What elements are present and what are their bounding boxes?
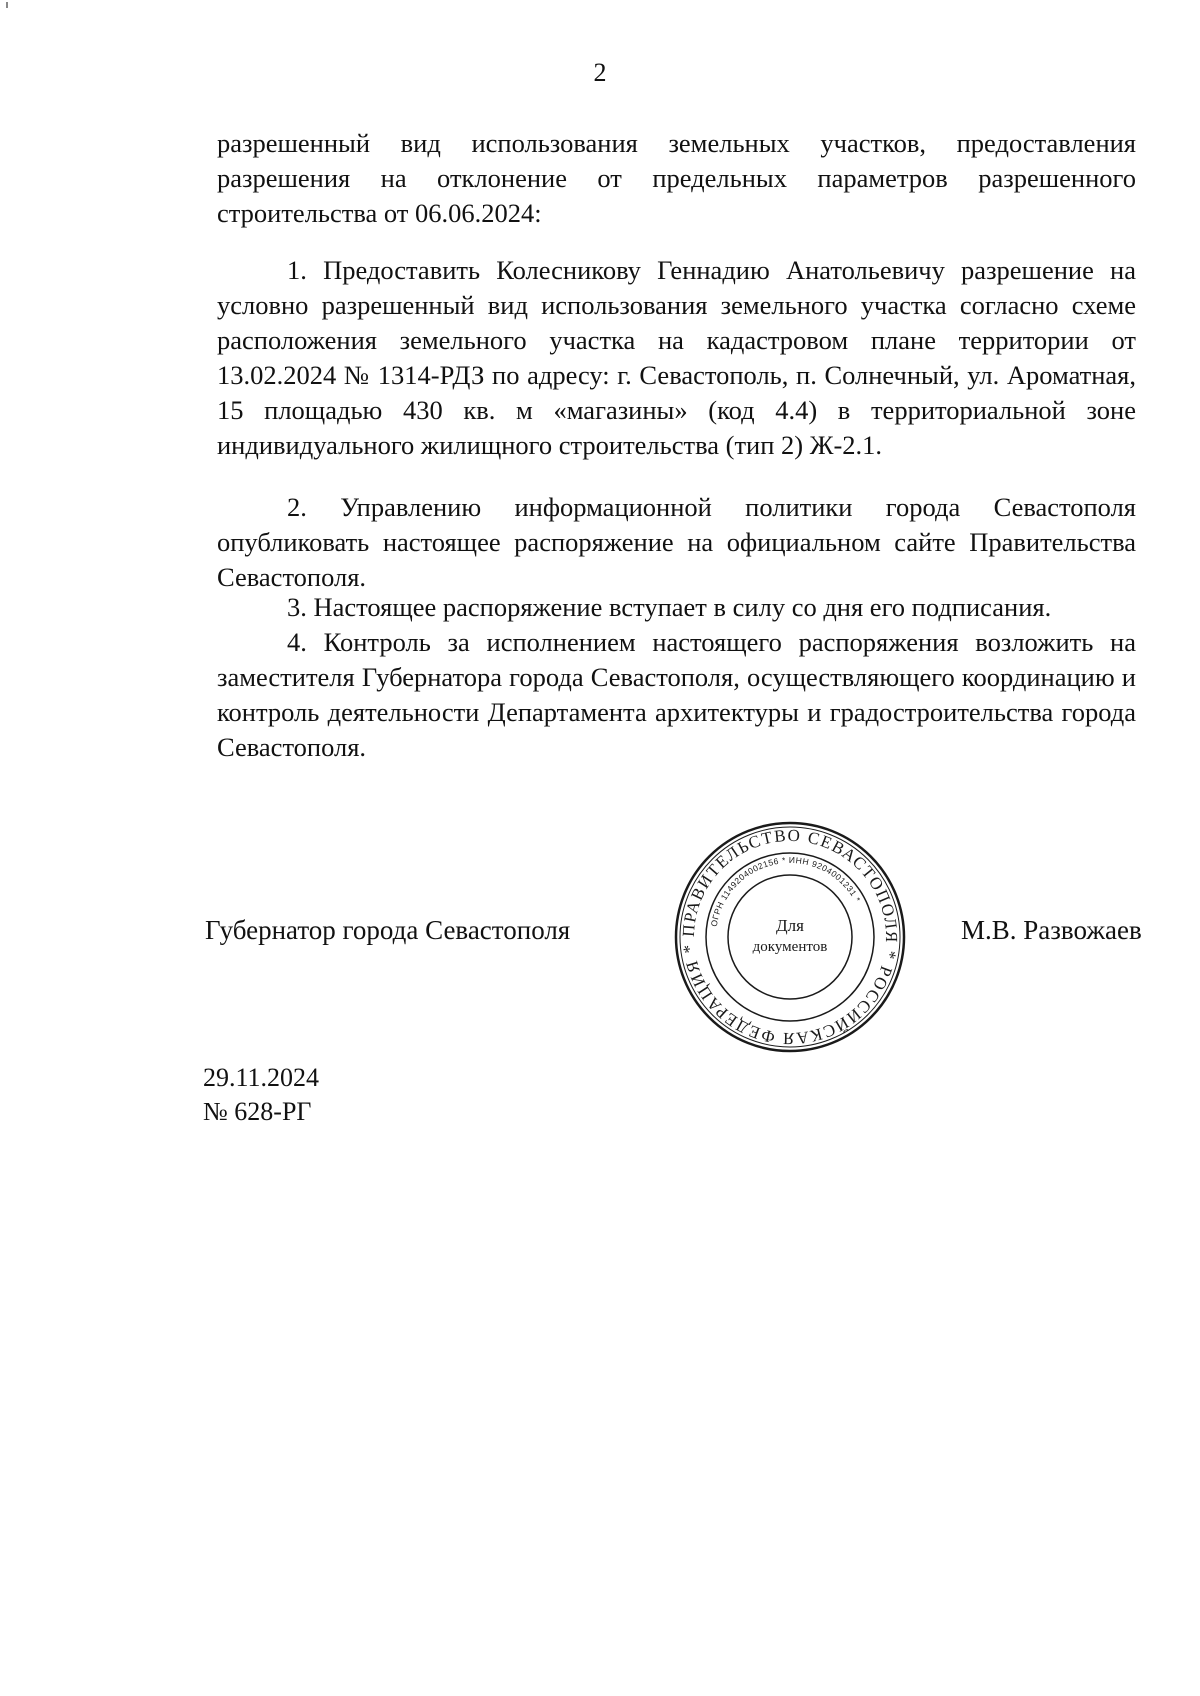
signer-name: М.В. Развожаев: [961, 915, 1142, 945]
scan-mark: [6, 2, 8, 8]
official-seal: [672, 819, 908, 1055]
seal-inner-text: ОГРН 1149204002156 * ИНН 9204001231 *: [708, 854, 863, 928]
seal-center-line1: Для: [776, 916, 804, 935]
page-number: 2: [593, 58, 607, 87]
item-1-paragraph: 1. Предоставить Колесникову Геннадию Анатольевичу разрешение на условно разрешенный вид использования земельного участка согласно схеме расположения земельного участка на кадастровом плане территории от 13.02.2024 № 1314-РДЗ по адресу: г. Севастополь, п. Солнечный, ул. Ароматная, 15 площадью 430 кв. м «магазины» (код 4.4) в территориальной зоне индивидуального жилищного строительства (тип 2) Ж-2.1.: [217, 255, 1136, 460]
document-number: № 628-РГ: [203, 1097, 312, 1126]
item-3-paragraph: 3. Настоящее распоряжение вступает в силу со дня его подписания.: [287, 592, 1052, 622]
item-4-paragraph: 4. Контроль за исполнением настоящего распоряжения возложить на заместителя Губернатора города Севастополя, осуществляющего координацию и контроль деятельности Департамента архитектуры и градостроительства города Севастополя.: [217, 627, 1136, 762]
intro-paragraph: разрешенный вид использования земельных участков, предоставления разрешения на отклонение от предельных параметров разрешенного строительства от 06.06.2024:: [217, 128, 1136, 228]
seal-outer-text: ПРАВИТЕЛЬСТВО СЕВАСТОПОЛЯ * РОССИЙСКАЯ ФЕДЕРАЦИЯ *: [678, 825, 902, 1049]
signer-position: Губернатор города Севастополя: [205, 915, 571, 945]
seal-center-line2: документов: [752, 939, 828, 955]
item-2-paragraph: 2. Управлению информационной политики города Севастополя опубликовать настоящее распоряжение на официальном сайте Правительства Севастополя.: [217, 492, 1136, 592]
document-date: 29.11.2024: [203, 1063, 320, 1092]
